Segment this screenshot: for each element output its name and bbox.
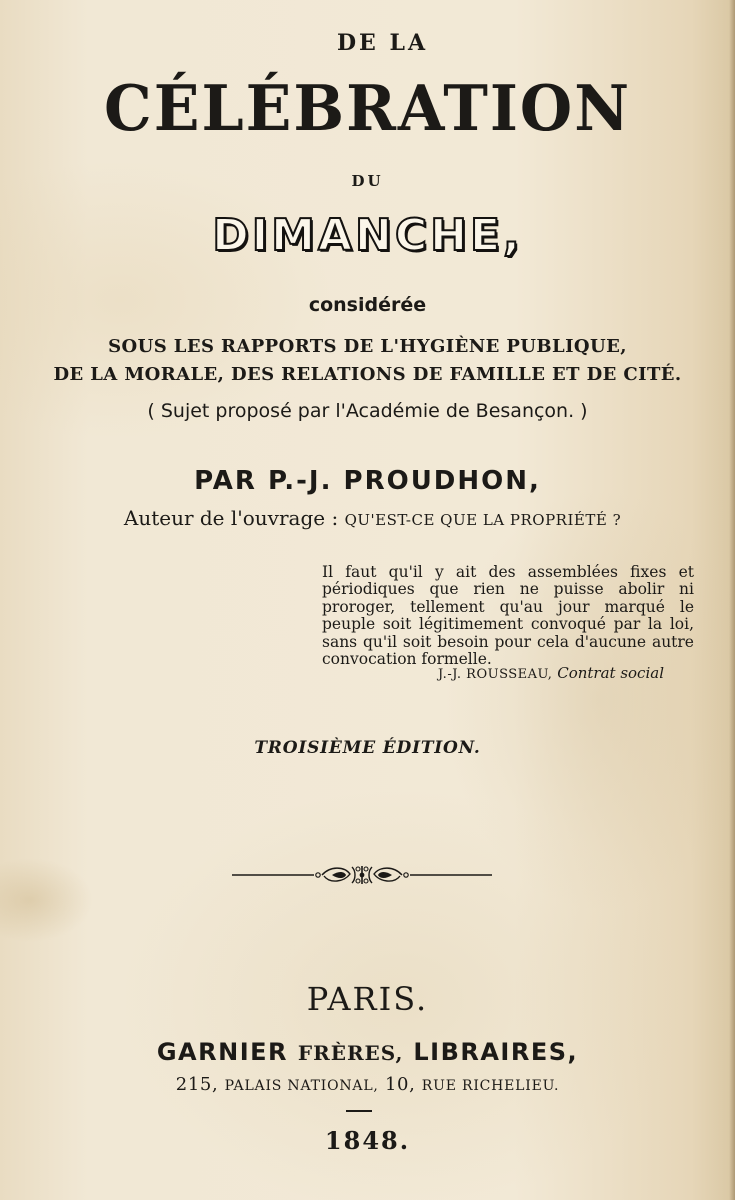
epigraph-quote: Il faut qu'il y ait des assemblées fixes et périodiques que rien ne puisse abolir ni proroger, tellement qu'au jour marqué le peuple soit légitimement convoqué par la loi, sans qu'il soit besoin pour cela d'aucune autre convocation formelle. bbox=[322, 563, 694, 669]
epigraph-work: Contrat social bbox=[557, 664, 664, 682]
imprint-year: 1848. bbox=[324, 1126, 411, 1155]
subtitle-sujet: ( Sujet proposé par l'Académie de Besançon. ) bbox=[147, 400, 588, 422]
author-credit bbox=[0, 506, 735, 530]
title-du: DU bbox=[351, 172, 384, 190]
epigraph-attribution bbox=[322, 664, 664, 682]
ornament-divider-icon bbox=[232, 862, 492, 888]
imprint-publisher bbox=[0, 1038, 735, 1066]
title-celebration: CÉLÉBRATION bbox=[103, 72, 632, 146]
imprint-address-number-1: 215, bbox=[175, 1074, 219, 1095]
author-credit-prefix: Auteur de l'ouvrage : bbox=[123, 506, 339, 530]
author-line: PAR P.-J. PROUDHON, bbox=[194, 466, 541, 496]
imprint-publisher-freres: FRÈRES, bbox=[297, 1041, 404, 1065]
epigraph-author: J.-J. ROUSSEAU, bbox=[437, 667, 553, 682]
imprint-city: PARIS. bbox=[306, 980, 429, 1018]
imprint-address-palais: PALAIS NATIONAL, bbox=[224, 1078, 379, 1094]
author-credit-work: QU'EST-CE QUE LA PROPRIÉTÉ ? bbox=[344, 511, 622, 529]
subtitle-rapports-line-2: DE LA MORALE, DES RELATIONS DE FAMILLE ET DE CITÉ. bbox=[53, 364, 682, 385]
edition-label: TROISIÈME ÉDITION. bbox=[254, 738, 481, 758]
title-de-la: DE LA bbox=[336, 30, 429, 56]
imprint-address-rue: RUE RICHELIEU. bbox=[421, 1078, 560, 1094]
subtitle-consideree: considérée bbox=[308, 294, 427, 316]
imprint-publisher-trade: LIBRAIRES, bbox=[413, 1038, 579, 1066]
imprint-publisher-name: GARNIER bbox=[156, 1038, 289, 1066]
subtitle-rapports-line-1: SOUS LES RAPPORTS DE L'HYGIÈNE PUBLIQUE, bbox=[108, 336, 627, 357]
imprint-rule bbox=[346, 1110, 372, 1112]
imprint-address bbox=[0, 1074, 735, 1095]
imprint-address-number-2: 10, bbox=[385, 1074, 416, 1095]
title-dimanche: DIMANCHE, bbox=[212, 210, 523, 261]
